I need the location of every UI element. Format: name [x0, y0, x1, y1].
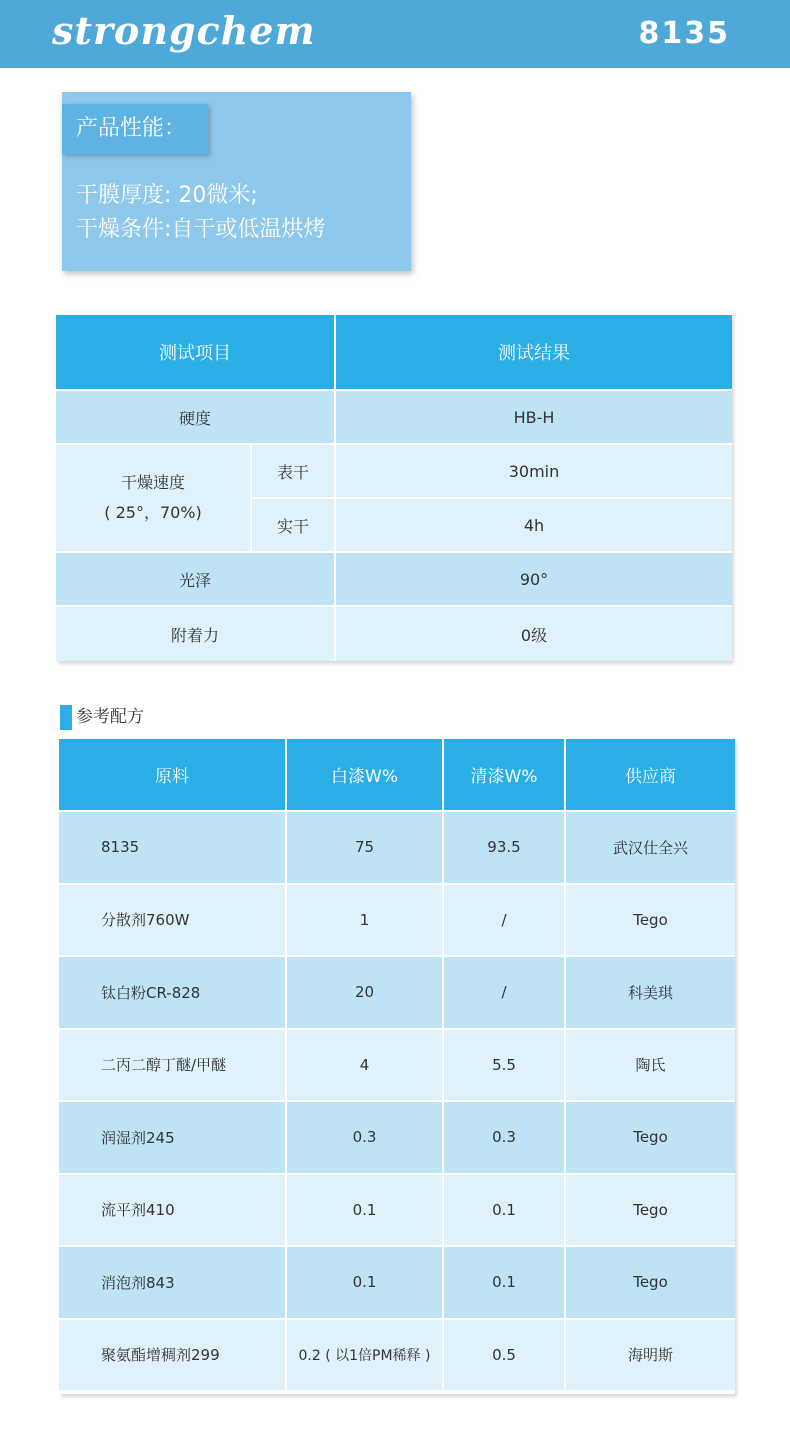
- performance-line-thickness: 干膜厚度: 20微米;: [76, 183, 258, 208]
- hard-dry-label: 实干: [252, 499, 334, 551]
- formula-cell-clear-paint: 5.5: [444, 1030, 564, 1101]
- gloss-label: 光泽: [56, 553, 334, 605]
- performance-title: 产品性能：: [62, 104, 208, 154]
- drying-condition: ( 25°，70%): [104, 503, 202, 522]
- formula-cell-clear-paint: /: [444, 957, 564, 1028]
- formula-cell-clear-paint: 0.3: [444, 1102, 564, 1173]
- formula-cell-material: 8135: [59, 812, 285, 883]
- hardness-value: HB-H: [336, 391, 732, 443]
- gloss-value: 90°: [336, 553, 732, 605]
- formula-cell-supplier: Tego: [566, 885, 735, 956]
- test-table: [56, 315, 732, 661]
- formula-cell-white-paint: 0.1: [287, 1247, 442, 1318]
- formula-header-clear-paint: 清漆W%: [444, 739, 564, 810]
- formula-cell-white-paint: 0.3: [287, 1102, 442, 1173]
- drying-speed-cell: [56, 445, 250, 551]
- formula-cell-material: 分散剂760W: [59, 885, 285, 956]
- formula-cell-white-paint: 75: [287, 812, 442, 883]
- drying-speed-label: 干燥速度: [120, 473, 185, 492]
- formula-cell-clear-paint: 0.1: [444, 1175, 564, 1246]
- surface-dry-value: 30min: [336, 445, 732, 497]
- formula-cell-supplier: 海明斯: [566, 1320, 735, 1391]
- formula-cell-material: 聚氨酯增稠剂299: [59, 1320, 285, 1391]
- surface-dry-label: 表干: [252, 445, 334, 497]
- formula-title: 参考配方: [76, 707, 144, 727]
- formula-cell-white-paint: 20: [287, 957, 442, 1028]
- formula-cell-material: 流平剂410: [59, 1175, 285, 1246]
- formula-cell-white-paint: 4: [287, 1030, 442, 1101]
- formula-cell-supplier: 陶氏: [566, 1030, 735, 1101]
- formula-table: [59, 739, 735, 1394]
- formula-header-supplier: 供应商: [566, 739, 735, 810]
- test-header-result: 测试结果: [336, 315, 732, 389]
- adhesion-label: 附着力: [56, 607, 334, 661]
- page-header: [0, 0, 790, 68]
- formula-cell-material: 钛白粉CR-828: [59, 957, 285, 1028]
- formula-cell-supplier: Tego: [566, 1102, 735, 1173]
- section-marker: [60, 705, 72, 730]
- formula-cell-white-paint: 1: [287, 885, 442, 956]
- formula-cell-white-paint: 0.1: [287, 1175, 442, 1246]
- formula-cell-clear-paint: 0.5: [444, 1320, 564, 1391]
- test-header-item: 测试项目: [56, 315, 334, 389]
- formula-header-white-paint: 白漆W%: [287, 739, 442, 810]
- formula-cell-material: 二丙二醇丁醚/甲醚: [59, 1030, 285, 1101]
- formula-cell-material: 消泡剂843: [59, 1247, 285, 1318]
- formula-cell-supplier: 武汉仕全兴: [566, 812, 735, 883]
- model-number: 8135: [638, 16, 730, 51]
- formula-cell-supplier: 科美琪: [566, 957, 735, 1028]
- brand-logo: strongchem: [52, 8, 316, 53]
- performance-box: [62, 92, 411, 271]
- formula-cell-clear-paint: 0.1: [444, 1247, 564, 1318]
- formula-cell-white-paint: 0.2 ( 以1倍PM稀释 ): [287, 1320, 442, 1391]
- adhesion-value: 0级: [336, 607, 732, 661]
- formula-cell-clear-paint: 93.5: [444, 812, 564, 883]
- hardness-label: 硬度: [56, 391, 334, 443]
- hard-dry-value: 4h: [336, 499, 732, 551]
- formula-cell-material: 润湿剂245: [59, 1102, 285, 1173]
- performance-line-drying: 干燥条件:自干或低温烘烤: [76, 217, 326, 242]
- formula-cell-supplier: Tego: [566, 1175, 735, 1246]
- formula-header-material: 原料: [59, 739, 285, 810]
- formula-cell-supplier: Tego: [566, 1247, 735, 1318]
- formula-cell-clear-paint: /: [444, 885, 564, 956]
